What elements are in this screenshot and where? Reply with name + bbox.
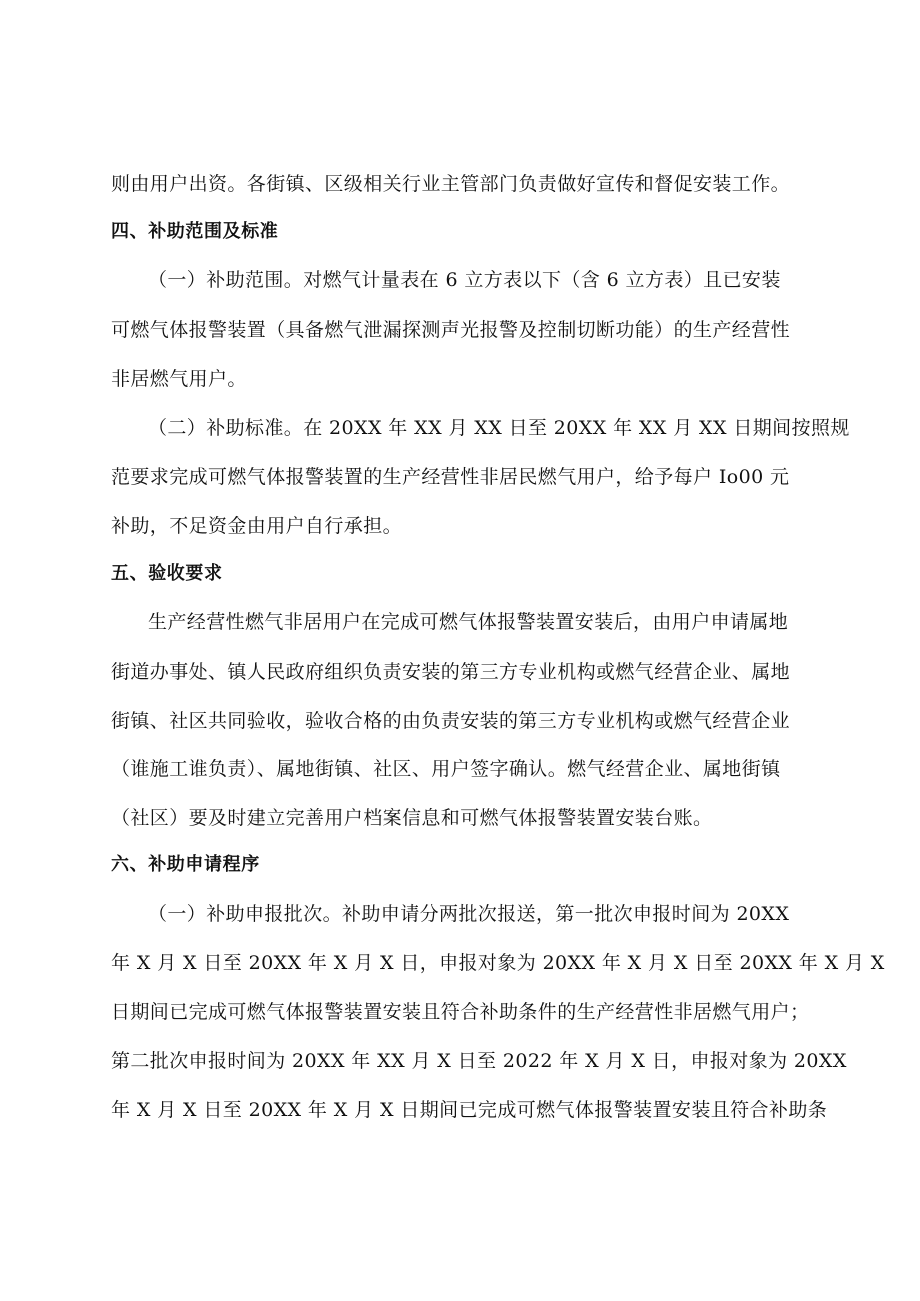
paragraph-line: （一）补助申报批次。补助申请分两批次报送，第一批次申报时间为 20XX xyxy=(148,903,790,925)
paragraph-line: 年 X 月 X 日至 20XX 年 X 月 X 日，申报对象为 20XX 年 X 月 X 日至 20XX 年 X 月 X xyxy=(111,952,885,974)
paragraph-line: 街镇、社区共同验收，验收合格的由负责安装的第三方专业机构或燃气经营企业 xyxy=(111,710,791,732)
paragraph-line: （二）补助标准。在 20XX 年 XX 月 XX 日至 20XX 年 XX 月 XX 日期间按照规 xyxy=(148,417,850,439)
section-heading-scope-standard: 四、补助范围及标准 xyxy=(111,221,279,242)
section-heading-application-procedure: 六、补助申请程序 xyxy=(111,854,260,875)
paragraph-line: 生产经营性燃气非居用户在完成可燃气体报警装置安装后，由用户申请属地 xyxy=(148,611,789,633)
paragraph-line: 年 X 月 X 日至 20XX 年 X 月 X 日期间已完成可燃气体报警装置安装且符合补助条 xyxy=(111,1099,828,1121)
paragraph-line: （谁施工谁负责）、属地街镇、社区、用户签字确认。燃气经营企业、属地街镇 xyxy=(111,758,781,780)
paragraph-line: 第二批次申报时间为 20XX 年 XX 月 X 日至 2022 年 X 月 X 日，申报对象为 20XX xyxy=(111,1050,847,1072)
paragraph-line: 街道办事处、镇人民政府组织负责安装的第三方专业机构或燃气经营企业、属地 xyxy=(111,661,791,683)
paragraph-line: （一）补助范围。对燃气计量表在 6 立方表以下（含 6 立方表）且已安装 xyxy=(148,269,781,291)
paragraph-line: 日期间已完成可燃气体报警装置安装且符合补助条件的生产经营性非居燃气用户； xyxy=(111,1001,810,1023)
paragraph-line: （社区）要及时建立完善用户档案信息和可燃气体报警装置安装台账。 xyxy=(111,807,713,829)
paragraph-line: 范要求完成可燃气体报警装置的生产经营性非居民燃气用户，给予每户 Io00 元 xyxy=(111,466,790,488)
paragraph-line: 非居燃气用户。 xyxy=(111,368,247,390)
paragraph-line: 可燃气体报警装置（具备燃气泄漏探测声光报警及控制切断功能）的生产经营性 xyxy=(111,319,791,341)
paragraph-line: 则由用户出资。各街镇、区级相关行业主管部门负责做好宣传和督促安装工作。 xyxy=(111,173,791,195)
section-heading-acceptance: 五、验收要求 xyxy=(111,563,223,584)
paragraph-line: 补助，不足资金由用户自行承担。 xyxy=(111,515,403,537)
